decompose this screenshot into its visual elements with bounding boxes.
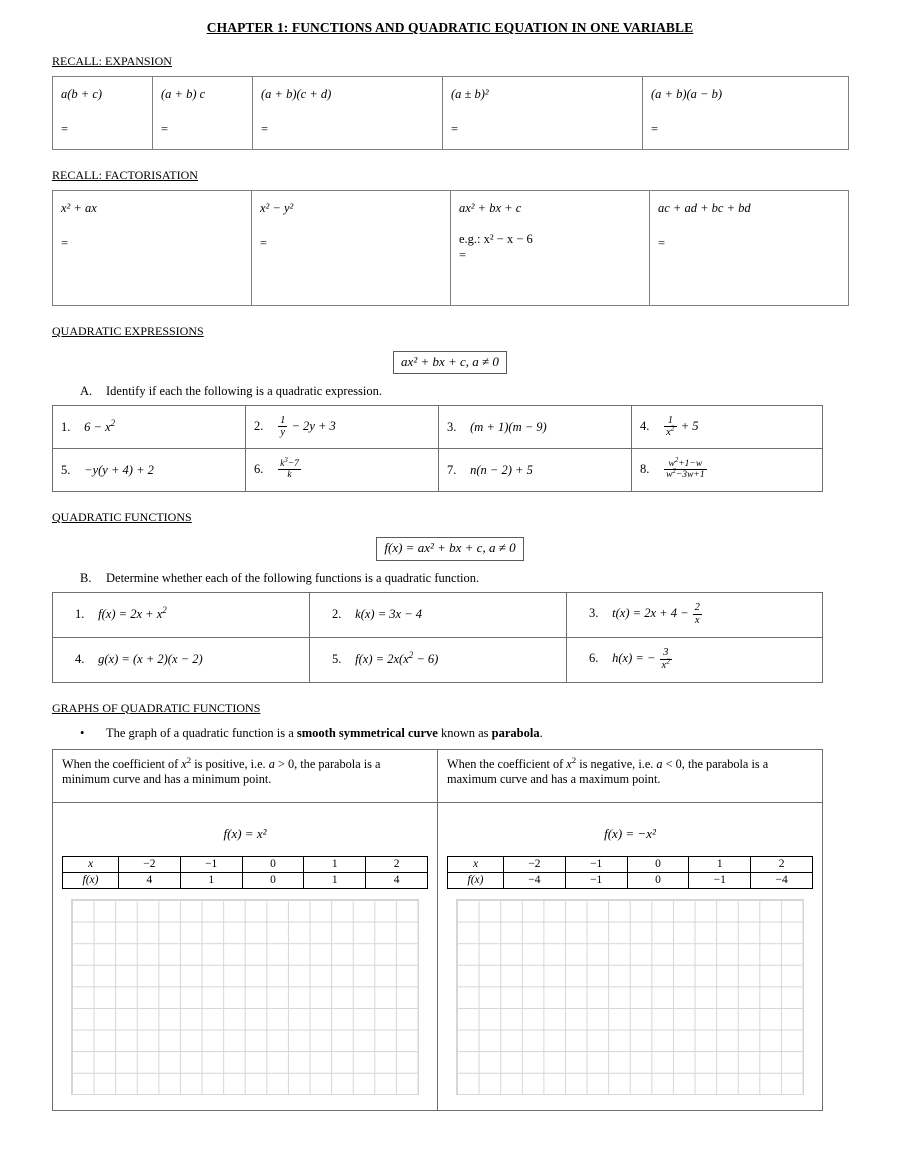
values-row-fx (63, 872, 428, 888)
func-item-5-expr: $f(x) = 2x(x^2 - 6)$ (355, 649, 439, 666)
expr-item-1-expr: $6 - x^2$ (84, 417, 116, 434)
values-header-fx-right: f(x) (448, 872, 504, 888)
func-item-3-expr: t(x) = 2x + 4 − $\frac{2}{x}$ (612, 602, 700, 626)
table-row (53, 592, 823, 637)
values-x-right-1: −1 (565, 856, 627, 872)
instruction-b (80, 571, 900, 586)
expansion-equals-1: = (61, 122, 69, 136)
values-row-x (448, 856, 813, 872)
graphs-description-right (438, 749, 823, 802)
values-y-left-2: 0 (242, 872, 304, 888)
values-header-fx-left: f(x) (63, 872, 119, 888)
table-row (53, 449, 823, 492)
expr-item-3 (439, 406, 632, 449)
graph-function-label-left: f(x) = x² (223, 825, 267, 841)
expr-item-5-expr: −y(y + 4) + 2 (84, 462, 154, 477)
values-x-right-0: −2 (504, 856, 566, 872)
graphs-comparison-table (52, 749, 823, 1111)
instruction-a (80, 384, 900, 399)
expansion-cell-4 (443, 77, 643, 150)
section-heading-recall-factorisation: RECALL: FACTORISATION (52, 168, 198, 182)
values-header-x-right: x (448, 856, 504, 872)
values-x-left-1: −1 (180, 856, 242, 872)
values-x-right-4: 2 (751, 856, 813, 872)
values-table-left (62, 856, 428, 889)
instruction-a-text: Identify if each the following is a quadratic expression. (106, 384, 382, 399)
factorisation-expr-2: x² − y² (260, 201, 294, 215)
values-x-right-2: 0 (627, 856, 689, 872)
values-header-x-left: x (63, 856, 119, 872)
table-row (53, 406, 823, 449)
expansion-expr-5: (a + b)(a − b) (651, 87, 723, 101)
values-y-right-1: −1 (565, 872, 627, 888)
expr-item-3-num: 3. (447, 419, 457, 434)
graphs-bullet-bold-2: parabola (491, 725, 540, 740)
expansion-expr-3: (a + b)(c + d) (261, 87, 332, 101)
func-item-4 (53, 637, 310, 682)
expansion-expr-1: a(b + c) (61, 87, 103, 101)
table-row (53, 77, 849, 150)
values-y-left-1: 1 (180, 872, 242, 888)
func-item-1-expr: $f(x) = 2x + x^2$ (98, 604, 167, 621)
expansion-equals-2: = (161, 122, 169, 136)
instruction-a-letter: A. (80, 384, 93, 399)
graph-panel-left (53, 802, 438, 1110)
func-item-2-expr: k(x) = 3x − 4 (355, 607, 423, 621)
func-item-1 (53, 592, 310, 637)
quadratic-expressions-items-table (52, 405, 823, 492)
values-y-left-3: 1 (304, 872, 366, 888)
quadratic-function-formula: f(x) = ax² + bx + c, a ≠ 0 (376, 537, 523, 560)
graph-grid-right (456, 899, 804, 1095)
table-row (53, 637, 823, 682)
bullet-icon: • (80, 725, 85, 740)
expr-item-6 (246, 449, 439, 492)
expansion-expr-4: (a ± b)² (451, 87, 489, 101)
expansion-expr-2: (a + b) c (161, 87, 206, 101)
expansion-equals-5: = (651, 122, 659, 136)
func-item-1-num: 1. (75, 607, 85, 621)
factorisation-cell-3 (451, 191, 650, 306)
graph-grid-left (71, 899, 419, 1095)
instruction-b-letter: B. (80, 570, 92, 585)
expansion-equals-3: = (261, 122, 269, 136)
expr-item-5-num: 5. (61, 462, 71, 477)
recall-factorisation-table (52, 190, 849, 306)
graphs-description-left-line1: When the coefficient of $x^2$ is positive, i.e. a > 0, the parabola is a (62, 754, 381, 771)
factorisation-equals-4: = (658, 236, 666, 250)
func-item-3-num: 3. (589, 606, 599, 621)
graphs-description-left-line2: minimum curve and has a minimum point. (62, 772, 272, 787)
factorisation-expr-4: ac + ad + bc + bd (658, 201, 751, 215)
expr-item-6-num: 6. (254, 462, 264, 477)
values-y-left-4: 4 (366, 872, 428, 888)
factorisation-cell-4 (650, 191, 849, 306)
func-item-2 (310, 592, 567, 637)
values-row-x (63, 856, 428, 872)
expansion-cell-3 (253, 77, 443, 150)
instruction-b-text: Determine whether each of the following functions is a quadratic function. (106, 570, 480, 585)
values-x-left-3: 1 (304, 856, 366, 872)
quadratic-expression-formula: ax² + bx + c, a ≠ 0 (393, 351, 507, 374)
section-heading-quadratic-functions: QUADRATIC FUNCTIONS (52, 510, 192, 525)
expansion-cell-5 (643, 77, 849, 150)
func-item-6-expr: h(x) = − $\frac{3}{x^2}$ (612, 647, 670, 671)
expr-item-2-num: 2. (254, 419, 264, 434)
expr-item-7-expr: n(n − 2) + 5 (470, 462, 533, 477)
func-item-6 (567, 637, 823, 682)
graphs-bullet-middle: known as (437, 725, 492, 740)
func-item-3 (567, 592, 823, 637)
expr-item-1 (53, 406, 246, 449)
expr-item-2 (246, 406, 439, 449)
graphs-description-right-line2: maximum curve and has a maximum point. (447, 772, 661, 787)
values-y-right-4: −4 (751, 872, 813, 888)
values-y-right-3: −1 (689, 872, 751, 888)
recall-expansion-table (52, 76, 849, 150)
values-x-left-2: 0 (242, 856, 304, 872)
expansion-cell-1 (53, 77, 153, 150)
graph-panel-right (438, 802, 823, 1110)
expr-item-2-expr: $\frac{1}{y}$ − 2y + 3 (280, 414, 336, 439)
graph-function-label-right: f(x) = −x² (604, 825, 656, 841)
quadratic-expression-formula-wrap (0, 351, 900, 374)
values-row-fx (448, 872, 813, 888)
expr-item-5 (53, 449, 246, 492)
expr-item-8 (632, 449, 823, 492)
table-row (53, 191, 849, 306)
expr-item-4-num: 4. (640, 419, 650, 434)
factorisation-cell-1 (53, 191, 252, 306)
table-row-graphs (53, 802, 823, 1110)
factorisation-expr-3: ax² + bx + c (459, 201, 522, 215)
expr-item-7-num: 7. (447, 462, 457, 477)
expr-item-8-num: 8. (640, 462, 650, 477)
factorisation-equals-1: = (61, 236, 69, 250)
func-item-2-num: 2. (332, 607, 342, 621)
factorisation-example-3: e.g.: x² − x − 6 (459, 232, 533, 246)
func-item-6-num: 6. (589, 651, 599, 666)
values-table-right (447, 856, 813, 889)
expr-item-4 (632, 406, 823, 449)
values-x-right-3: 1 (689, 856, 751, 872)
expansion-cell-2 (153, 77, 253, 150)
table-row-descriptions (53, 749, 823, 802)
quadratic-functions-items-table (52, 592, 823, 683)
graphs-bullet-bold-1: smooth symmetrical curve (296, 725, 438, 740)
graphs-bullet-prefix: The graph of a quadratic function is a (106, 725, 297, 740)
values-y-left-0: 4 (119, 872, 181, 888)
expr-item-6-expr: $\frac{k^3-7}{k}$ (280, 456, 299, 481)
expr-item-7 (439, 449, 632, 492)
values-x-left-4: 2 (366, 856, 428, 872)
expr-item-3-expr: (m + 1)(m − 9) (470, 419, 547, 434)
func-item-4-expr: g(x) = (x + 2)(x − 2) (98, 652, 203, 666)
factorisation-expr-1: x² + ax (61, 201, 97, 215)
graphs-description-left (53, 749, 438, 802)
graphs-bullet-suffix: . (539, 725, 543, 740)
values-y-right-2: 0 (627, 872, 689, 888)
func-item-4-num: 4. (75, 652, 85, 666)
values-x-left-0: −2 (119, 856, 181, 872)
expr-item-1-num: 1. (61, 419, 71, 434)
section-heading-graphs-of-quadratic-functions: GRAPHS OF QUADRATIC FUNCTIONS (52, 700, 261, 715)
graphs-bullet (80, 726, 900, 741)
expr-item-4-expr: $\frac{1}{x^2}$ + 5 (666, 414, 699, 439)
page-title: CHAPTER 1: FUNCTIONS AND QUADRATIC EQUATION IN ONE VARIABLE (206, 20, 694, 35)
func-item-5-num: 5. (332, 652, 342, 666)
func-item-5 (310, 637, 567, 682)
section-heading-quadratic-expressions: QUADRATIC EXPRESSIONS (52, 324, 204, 338)
factorisation-cell-2 (252, 191, 451, 306)
expansion-equals-4: = (451, 122, 459, 136)
graphs-description-right-line1: When the coefficient of $x^2$ is negative, i.e. a < 0, the parabola is a (447, 754, 769, 771)
expr-item-8-expr: $\frac{w^2+1-w}{w^2-3w+1}$ (666, 456, 705, 481)
quadratic-function-formula-wrap (0, 537, 900, 560)
factorisation-equals-3: = (459, 248, 467, 262)
factorisation-equals-2: = (260, 236, 268, 250)
values-y-right-0: −4 (504, 872, 566, 888)
section-heading-recall-expansion: RECALL: EXPANSION (52, 54, 172, 68)
